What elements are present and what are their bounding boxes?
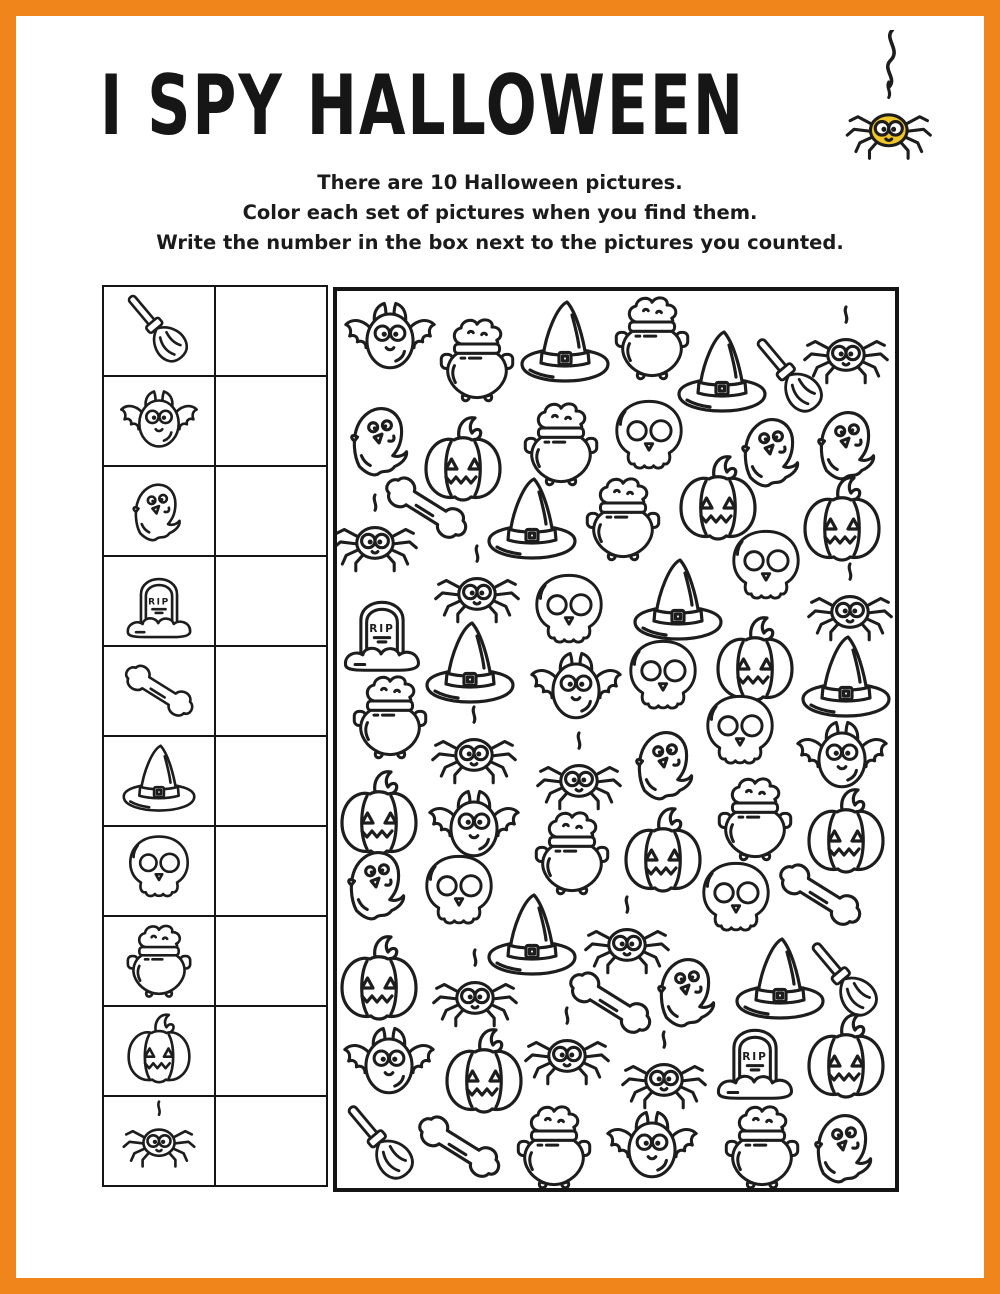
answer-table-row <box>103 556 327 646</box>
find-cauldron-icon <box>525 806 619 900</box>
find-bone-icon <box>771 846 869 944</box>
instructions <box>16 168 984 258</box>
answer-table-row <box>103 916 327 1006</box>
spider-target-cell <box>103 1096 215 1186</box>
find-cauldron-icon <box>507 1100 601 1192</box>
answer-table-row <box>103 1096 327 1186</box>
instruction-line-1: There are 10 Halloween pictures. <box>317 171 683 194</box>
broom-icon <box>118 290 200 372</box>
page-title: I SPY HALLOWEEN <box>100 58 746 155</box>
witch-hat-icon <box>118 740 200 822</box>
instruction-line-3: Write the number in the box next to the pictures you counted. <box>156 231 844 254</box>
find-spider-icon <box>798 305 894 401</box>
find-bone-icon <box>410 1098 508 1192</box>
answer-table-row <box>103 736 327 826</box>
answer-table-row <box>103 1006 327 1096</box>
find-witch-hat-icon <box>515 295 615 395</box>
answer-table-body <box>103 286 327 1186</box>
bone-target-cell <box>103 646 215 736</box>
find-gravestone-icon <box>334 580 430 676</box>
answer-table-row <box>103 286 327 376</box>
find-bat-icon <box>604 1099 700 1192</box>
find-witch-hat-icon <box>420 616 520 716</box>
hanging-spider-icon <box>792 30 982 182</box>
answer-table-row <box>103 826 327 916</box>
find-cauldron-icon <box>715 1100 809 1192</box>
answer-table-row <box>103 466 327 556</box>
answer-box-spider[interactable] <box>215 1096 327 1186</box>
answer-box-bat[interactable] <box>215 376 327 466</box>
answer-box-witch-hat[interactable] <box>215 736 327 826</box>
find-bone-icon <box>377 459 475 557</box>
find-grid <box>333 287 899 1192</box>
answer-box-broom[interactable] <box>215 286 327 376</box>
find-skull-icon <box>694 689 786 781</box>
broom-target-cell <box>103 286 215 376</box>
answer-box-pumpkin[interactable] <box>215 1006 327 1096</box>
ghost-target-cell <box>103 466 215 556</box>
gravestone-icon <box>118 560 200 642</box>
find-bat-icon <box>342 290 438 386</box>
answer-table <box>102 285 328 1187</box>
find-bat-icon <box>528 640 624 736</box>
answer-box-bone[interactable] <box>215 646 327 736</box>
bone-icon <box>118 650 200 732</box>
skull-icon <box>118 830 200 912</box>
ghost-icon <box>118 470 200 552</box>
find-cauldron-icon <box>576 472 670 566</box>
answer-box-ghost[interactable] <box>215 466 327 556</box>
instruction-line-2: Color each set of pictures when you find them. <box>242 201 758 224</box>
answer-table-row <box>103 646 327 736</box>
find-skull-icon <box>720 524 812 616</box>
find-pumpkin-icon <box>796 1009 896 1109</box>
find-bat-icon <box>341 1015 437 1111</box>
bat-target-cell <box>103 376 215 466</box>
pumpkin-target-cell <box>103 1006 215 1096</box>
find-ghost-icon <box>797 1098 895 1192</box>
pumpkin-icon <box>118 1010 200 1092</box>
gravestone-target-cell <box>103 556 215 646</box>
answer-box-skull[interactable] <box>215 826 327 916</box>
answer-table-row <box>103 376 327 466</box>
cauldron-icon <box>118 920 200 1002</box>
witch-hat-target-cell <box>103 736 215 826</box>
bat-icon <box>118 380 200 462</box>
skull-target-cell <box>103 826 215 916</box>
cauldron-target-cell <box>103 916 215 1006</box>
find-spider-icon <box>519 1006 615 1102</box>
find-gravestone-icon <box>707 1008 803 1104</box>
answer-box-gravestone[interactable] <box>215 556 327 646</box>
spider-icon <box>118 1100 200 1182</box>
find-cauldron-icon <box>430 313 524 407</box>
answer-box-cauldron[interactable] <box>215 916 327 1006</box>
